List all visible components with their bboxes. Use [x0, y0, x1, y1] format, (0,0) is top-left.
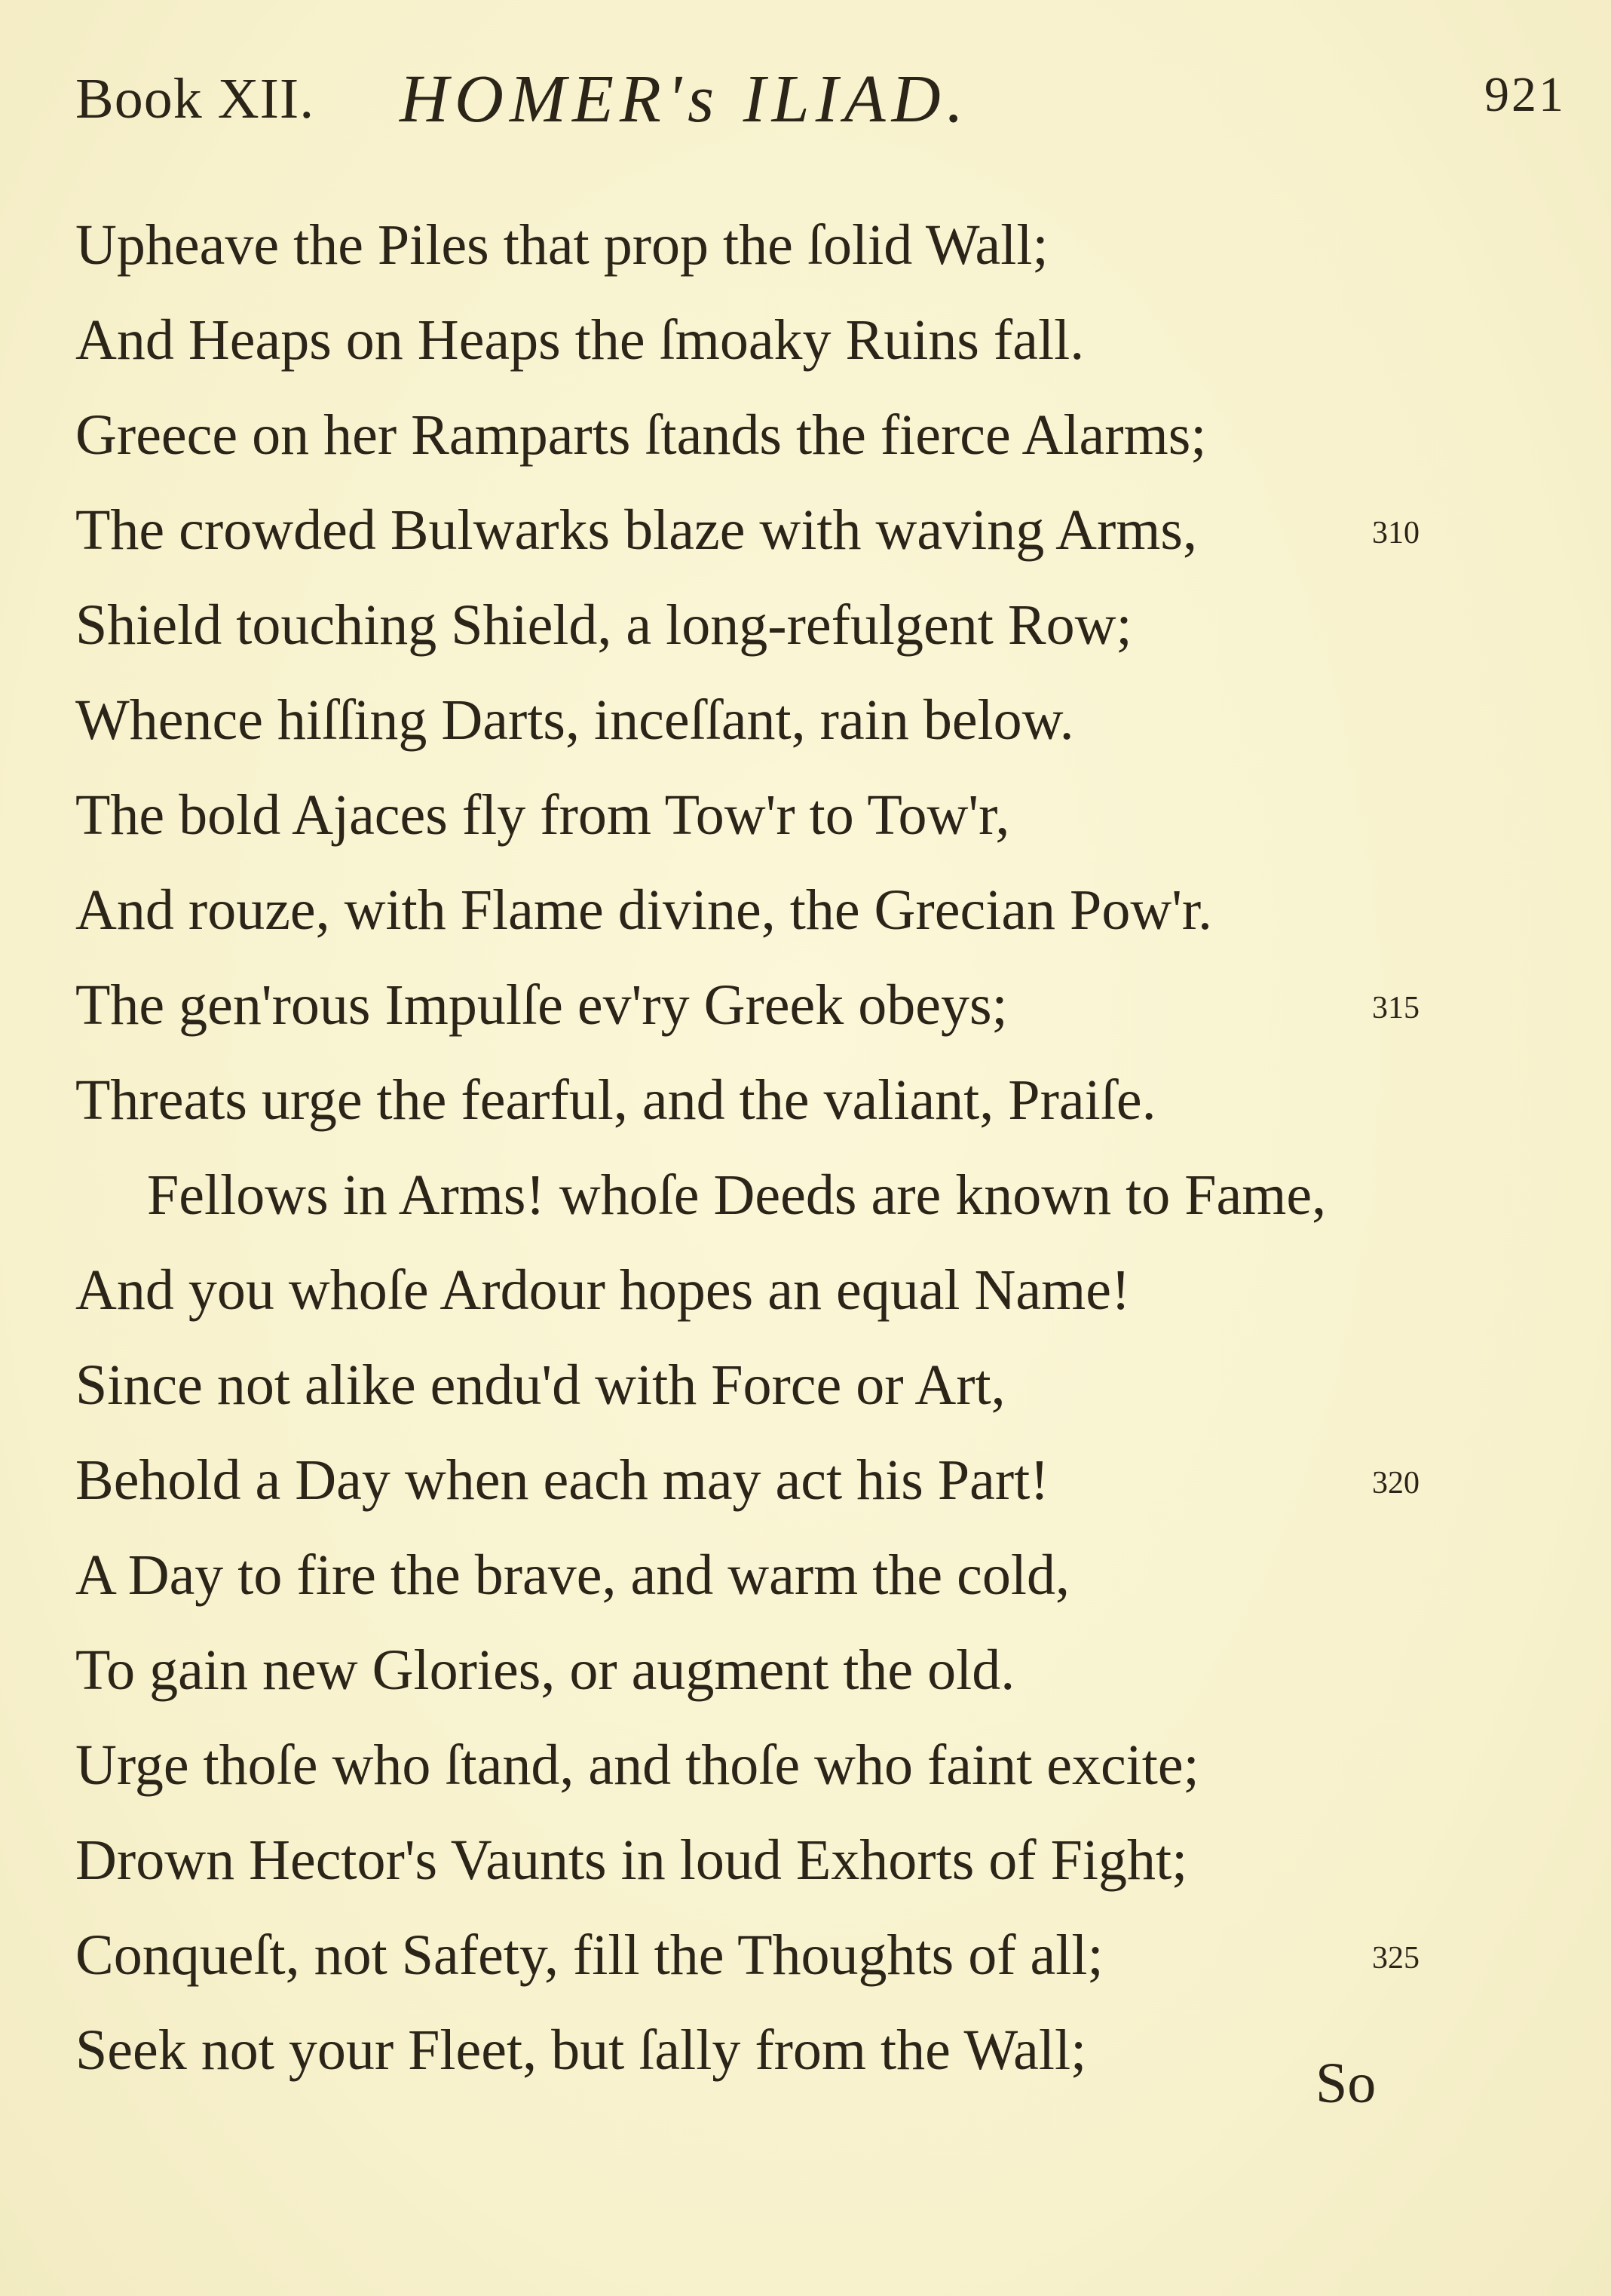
verse-line: Seek not your Fleet, but ſally from the Wall; [75, 2019, 1087, 2082]
verse-line: And Heaps on Heaps the ſmoaky Ruins fall. [75, 308, 1085, 372]
book-label: Book XII. [75, 67, 315, 130]
verse-line: Whence hiſſing Darts, inceſſant, rain below. [75, 688, 1074, 752]
verse-line: The crowded Bulwarks blaze with waving Arms, 310 [75, 483, 1447, 578]
verse-line: Fellows in Arms! whoſe Deeds are known to Fame, [147, 1163, 1327, 1227]
verse-line: Urge thoſe who ſtand, and thoſe who faint excite; [75, 1733, 1199, 1797]
line-number: 310 [1372, 516, 1420, 550]
verse-line: Upheave the Piles that prop the ſolid Wall; [75, 213, 1049, 277]
verse-line: To gain new Glories, or augment the old. [75, 1638, 1015, 1702]
verse-line: Since not alike endu'd with Force or Art, [75, 1353, 1006, 1417]
verse-line: Conqueſt, not Safety, fill the Thoughts of all; 325 [75, 1908, 1447, 2003]
line-number: 315 [1372, 991, 1420, 1025]
catchword: So [1315, 2052, 1377, 2115]
verse-line: The bold Ajaces fly from Tow'r to Tow'r, [75, 783, 1010, 847]
verse-line: The gen'rous Impulſe ev'ry Greek obeys; 315 [75, 958, 1447, 1053]
running-header [75, 53, 1566, 143]
verse-block [75, 198, 1447, 2098]
line-number: 325 [1372, 1941, 1420, 1976]
verse-line: And you whoſe Ardour hopes an equal Name! [75, 1258, 1131, 1322]
verse-line: Threats urge the fearful, and the valiant, Praiſe. [75, 1068, 1156, 1132]
verse-line: Drown Hector's Vaunts in loud Exhorts of Fight; [75, 1829, 1188, 1892]
page-number: 921 [1484, 67, 1566, 122]
verse-line: Greece on her Ramparts ſtands the fierce Alarms; [75, 403, 1207, 467]
running-title: HOMER's ILIAD. [400, 62, 970, 136]
verse-line: And rouze, with Flame divine, the Grecian Pow'r. [75, 878, 1213, 942]
line-number: 320 [1372, 1466, 1420, 1501]
verse-line: A Day to fire the brave, and warm the cold, [75, 1543, 1070, 1607]
verse-line: Shield touching Shield, a long-refulgent Row; [75, 593, 1132, 657]
verse-line: Behold a Day when each may act his Part! 320 [75, 1433, 1447, 1528]
